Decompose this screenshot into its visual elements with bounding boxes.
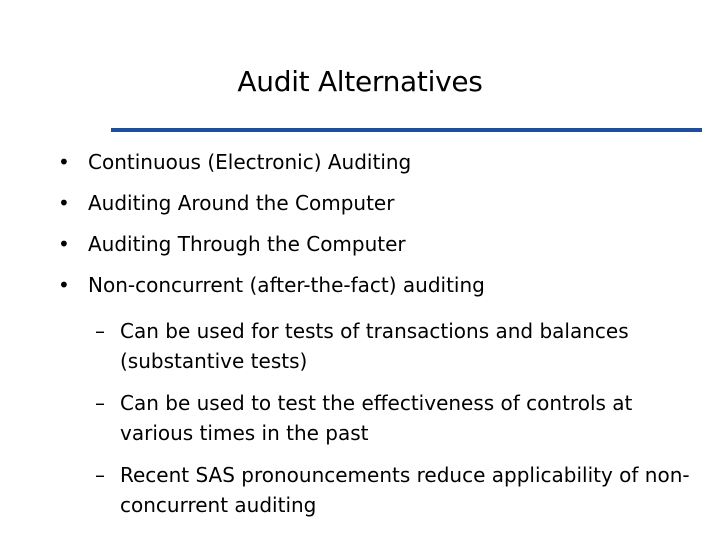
sub-bullet-marker: – bbox=[95, 463, 105, 487]
bullet-text: Continuous (Electronic) Auditing bbox=[88, 150, 412, 174]
sub-bullet-text: Recent SAS pronouncements reduce applicability of non-concurrent auditing bbox=[120, 463, 690, 517]
bullet-marker: • bbox=[58, 273, 70, 297]
bullet-item bbox=[56, 230, 696, 258]
bullet-marker: • bbox=[58, 232, 70, 256]
sub-bullet-item bbox=[95, 316, 695, 376]
slide-title: Audit Alternatives bbox=[237, 65, 483, 98]
sub-bullet-list bbox=[95, 316, 695, 532]
bullet-text: Non-concurrent (after-the-fact) auditing bbox=[88, 273, 485, 297]
bullet-item bbox=[56, 189, 696, 217]
sub-bullet-item bbox=[95, 460, 695, 520]
bullet-text: Auditing Around the Computer bbox=[88, 191, 395, 215]
bullet-marker: • bbox=[58, 150, 70, 174]
bullet-item bbox=[56, 148, 696, 176]
sub-bullet-marker: – bbox=[95, 319, 105, 343]
sub-bullet-item bbox=[95, 388, 695, 448]
bullet-item bbox=[56, 271, 696, 299]
bullet-list bbox=[56, 148, 696, 312]
bullet-marker: • bbox=[58, 191, 70, 215]
title-divider bbox=[111, 128, 702, 132]
bullet-text: Auditing Through the Computer bbox=[88, 232, 406, 256]
sub-bullet-marker: – bbox=[95, 391, 105, 415]
sub-bullet-text: Can be used for tests of transactions and balances (substantive tests) bbox=[120, 319, 629, 373]
sub-bullet-text: Can be used to test the effectiveness of controls at various times in the past bbox=[120, 391, 633, 445]
